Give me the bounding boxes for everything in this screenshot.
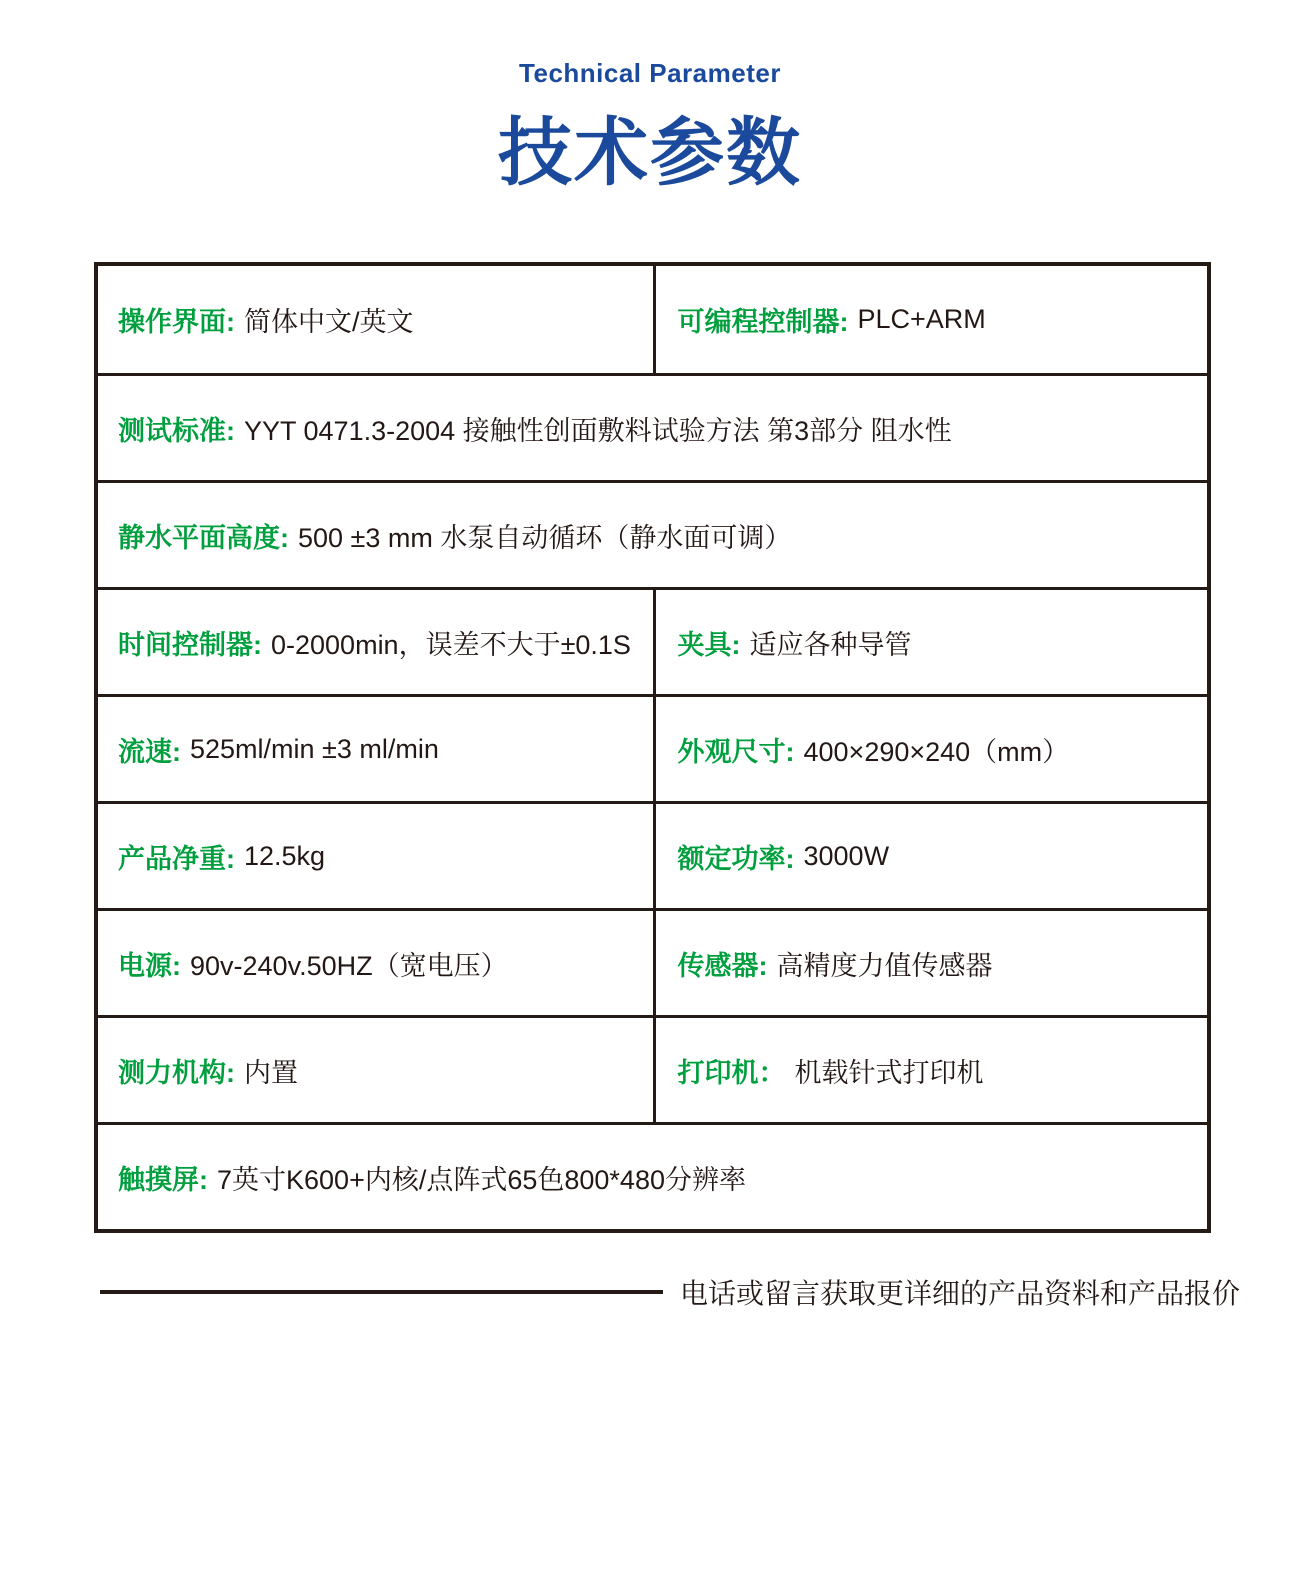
spec-value: 90v-240v.50HZ（宽电压） (190, 950, 508, 981)
spec-label: 可编程控制器: (677, 307, 849, 337)
spec-label: 打印机： (677, 1057, 786, 1088)
footer-divider-line (100, 1290, 663, 1294)
cell-flow-rate (98, 697, 653, 801)
cell-test-standard (98, 376, 1207, 480)
cell-rated-power (653, 804, 1208, 908)
footer-note: 电话或留言获取更详细的产品资料和产品报价 (680, 1278, 1241, 1309)
spec-label: 静水平面高度: (118, 522, 289, 553)
spec-label: 传感器: (677, 950, 768, 981)
spec-value: 内置 (244, 1057, 298, 1088)
spec-value: 3000W (803, 840, 890, 871)
spec-value: 500 ±3 mm 水泵自动循环（静水面可调） (298, 522, 792, 553)
spec-label: 测试标准: (118, 415, 235, 446)
spec-value: 400×290×240（mm） (803, 736, 1070, 767)
spec-label: 触摸屏: (118, 1164, 208, 1195)
cell-time-controller (98, 590, 653, 694)
cell-programmable-controller (653, 266, 1208, 373)
page-subtitle-en: Technical Parameter (519, 58, 781, 88)
spec-value: 简体中文/英文 (244, 307, 414, 337)
spec-label: 产品净重: (118, 843, 235, 874)
spec-label: 外观尺寸: (677, 736, 795, 767)
spec-table (94, 262, 1211, 1233)
spec-value: 高精度力值传感器 (776, 950, 993, 981)
cell-operation-interface (98, 266, 653, 373)
spec-value: 12.5kg (244, 840, 326, 871)
cell-sensor (653, 911, 1208, 1015)
table-row (98, 266, 1207, 373)
spec-label: 夹具: (677, 629, 741, 660)
table-row (98, 908, 1207, 1015)
spec-label: 电源: (118, 950, 181, 981)
cell-touch-screen (98, 1125, 1207, 1229)
spec-label: 测力机构: (118, 1057, 235, 1088)
table-row (98, 480, 1207, 587)
footer (100, 1270, 1241, 1314)
spec-value: YYT 0471.3-2004 接触性创面敷料试验方法 第3部分 阻水性 (244, 415, 952, 446)
spec-value: 0-2000min，误差不大于±0.1S (271, 629, 631, 660)
cell-net-weight (98, 804, 653, 908)
table-row (98, 587, 1207, 694)
cell-static-water-level (98, 483, 1207, 587)
spec-value: 7英寸K600+内核/点阵式65色800*480分辨率 (217, 1164, 746, 1195)
table-row (98, 1122, 1207, 1229)
spec-value: 机载针式打印机 (794, 1057, 984, 1088)
cell-dimensions (653, 697, 1208, 801)
spec-value: 525ml/min ±3 ml/min (190, 733, 439, 764)
spec-label: 额定功率: (677, 843, 795, 874)
spec-value: PLC+ARM (857, 304, 986, 334)
page-title: 技术参数 (498, 111, 802, 194)
cell-printer (653, 1018, 1208, 1122)
spec-label: 操作界面: (118, 307, 235, 337)
cell-power-supply (98, 911, 653, 1015)
cell-fixture (653, 590, 1208, 694)
cell-force-mechanism (98, 1018, 653, 1122)
spec-label: 流速: (118, 736, 181, 767)
table-row (98, 694, 1207, 801)
table-row (98, 801, 1207, 908)
table-row (98, 1015, 1207, 1122)
spec-value: 适应各种导管 (749, 629, 912, 660)
spec-label: 时间控制器: (118, 629, 262, 660)
table-row (98, 373, 1207, 480)
